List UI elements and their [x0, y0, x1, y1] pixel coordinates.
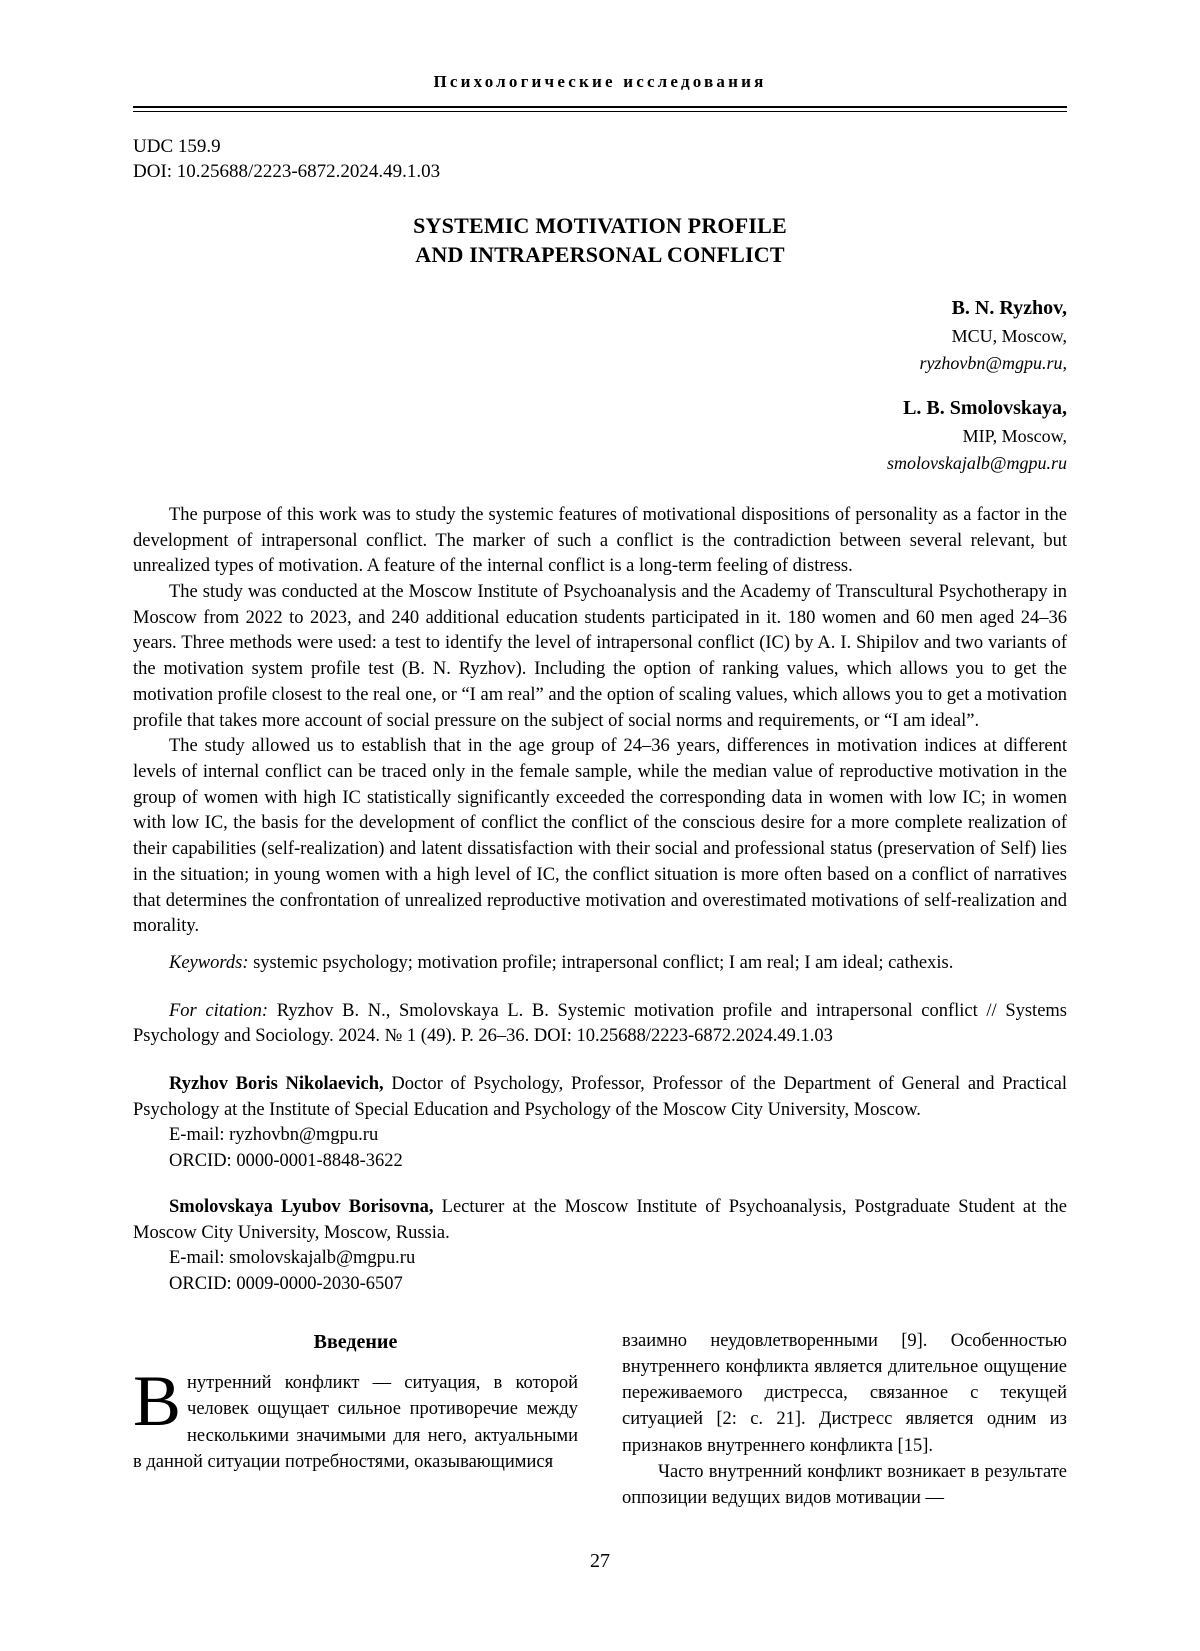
udc-line: UDC 159.9	[133, 136, 221, 157]
body-columns	[133, 1328, 1067, 1512]
bio-2-email: E-mail: smolovskajalb@mgpu.ru	[169, 1248, 416, 1269]
bio-1-text: Doctor of Psychology, Professor, Professor of the Department of General and Practical Psychology at the Institute of Special Education and Psychology of the Moscow City University, Moscow.	[133, 1074, 1067, 1120]
abstract	[133, 503, 1067, 940]
author-bio-2	[133, 1195, 1067, 1298]
header-rule	[133, 106, 1067, 112]
drop-cap: В	[133, 1361, 182, 1442]
title-line-1: SYSTEMIC MOTIVATION PROFILE	[413, 212, 787, 238]
bio-1-line	[133, 1072, 1067, 1123]
intro-paragraph-2: Часто внутренний конфликт возникает в результате оппозиции ведущих видов мотивации —	[622, 1461, 1067, 1509]
author-2	[133, 393, 1067, 477]
bio-1-orcid: ORCID: 0000-0001-8848-3622	[169, 1151, 403, 1172]
author-1-email: ryzhovbn@mgpu.ru,	[919, 352, 1067, 373]
author-1-name: B. N. Ryzhov,	[951, 296, 1067, 319]
author-1	[133, 293, 1067, 377]
page-title	[133, 211, 1067, 269]
keywords-text: systemic psychology; motivation profile; intrapersonal conflict; I am real; I am ideal; cathexis.	[248, 952, 954, 973]
bio-2-orcid: ORCID: 0009-0000-2030-6507	[169, 1273, 403, 1294]
abstract-paragraph-1: The purpose of this work was to study the systemic features of motivational dispositions of personality as a factor in the development of intrapersonal conflict. The marker of such a conflict is the contradiction between several relevant, but unrealized types of motivation. A feature of the internal conflict is a long-term feeling of distress.	[133, 504, 1067, 577]
intro-first-paragraph-text: нутренний конфликт — ситуация, в которой человек ощущает сильное противоречие между несколькими значимыми для него, актуальными в данной ситуации потребностями, оказывающимися	[133, 1373, 578, 1472]
keywords-label: Keywords:	[169, 952, 249, 973]
citation	[133, 999, 1067, 1050]
intro-first-paragraph	[133, 1361, 578, 1475]
author-2-name: L. B. Smolovskaya,	[903, 396, 1067, 419]
title-line-2: AND INTRAPERSONAL CONFLICT	[415, 241, 785, 267]
citation-text: Ryzhov B. N., Smolovskaya L. B. Systemic motivation profile and intrapersonal conflict // Systems Psychology and Sociology. 2024. № 1 (49). P. 26–36. DOI: 10.25688/2223-6872.2024.49.1.03	[133, 1000, 1068, 1047]
running-head: Психологические исследования	[433, 72, 767, 91]
citation-label: For citation:	[169, 1000, 269, 1021]
page-number: 27	[590, 1550, 610, 1572]
authors-block	[133, 293, 1067, 477]
bio-2-line	[133, 1195, 1067, 1246]
udc-doi-block	[133, 134, 1067, 185]
abstract-paragraph-3: The study allowed us to establish that in the age group of 24–36 years, differences in motivation indices at different levels of internal conflict can be traced only in the female sample, while the median value of reproductive motivation in the group of women with high IC statistically significantly exceeded the corresponding data in women with low IC; in women with low IC, the basis for the development of conflict the conflict of the conscious desire for a more complete realization of their capabilities (self-realization) and latent dissatisfaction with their social and professional status (preservation of Self) lies in the situation; in young women with a high level of IC, the conflict situation is more often based on a conflict of narratives that determines the confrontation of unrealized reproductive motivation and overestimated motivations of self-realization and morality.	[133, 736, 1067, 937]
page-content	[133, 72, 1067, 1512]
keywords	[133, 951, 1067, 977]
bio-2-name: Smolovskaya Lyubov Borisovna,	[169, 1196, 434, 1217]
author-bio-1	[133, 1072, 1067, 1175]
body-column-left	[133, 1328, 578, 1512]
author-2-affiliation: MIP, Moscow,	[962, 425, 1067, 446]
bio-1-name: Ryzhov Boris Nikolaevich,	[169, 1074, 384, 1095]
section-heading: Введение	[313, 1330, 398, 1353]
doi-line: DOI: 10.25688/2223-6872.2024.49.1.03	[133, 161, 441, 183]
bio-1-email: E-mail: ryzhovbn@mgpu.ru	[169, 1125, 379, 1146]
abstract-paragraph-2: The study was conducted at the Moscow Institute of Psychoanalysis and the Academy of Transcultural Psychotherapy in Moscow from 2022 to 2023, and 240 additional education students participated in it. 180 women and 60 men aged 24–36 years. Three methods were used: a test to identify the level of intrapersonal conflict (IC) by A. I. Shipilov and two variants of the motivation system profile test (B. N. Ryzhov). Including the option of ranking values, which allows you to get the motivation profile closest to the real one, or “I am real” and the option of scaling values, which allows you to get a motivation profile that takes more account of social pressure on the subject of social norms and requirements, or “I am ideal”.	[133, 582, 1067, 731]
author-1-affiliation: MCU, Moscow,	[951, 325, 1067, 346]
bio-2-text: Lecturer at the Moscow Institute of Psychoanalysis, Postgraduate Student at the Moscow City University, Moscow, Russia.	[133, 1196, 1067, 1243]
author-2-email: smolovskajalb@mgpu.ru	[886, 452, 1067, 473]
intro-paragraph-continued: взаимно неудовлетворенными [9]. Особенностью внутреннего конфликта является длительное ощущение переживаемого дистресса, связанное с текущей ситуацией [2: с. 21]. Дистресс является одним из признаков внутреннего конфликта [15].	[622, 1330, 1067, 1456]
body-column-right	[622, 1328, 1067, 1512]
